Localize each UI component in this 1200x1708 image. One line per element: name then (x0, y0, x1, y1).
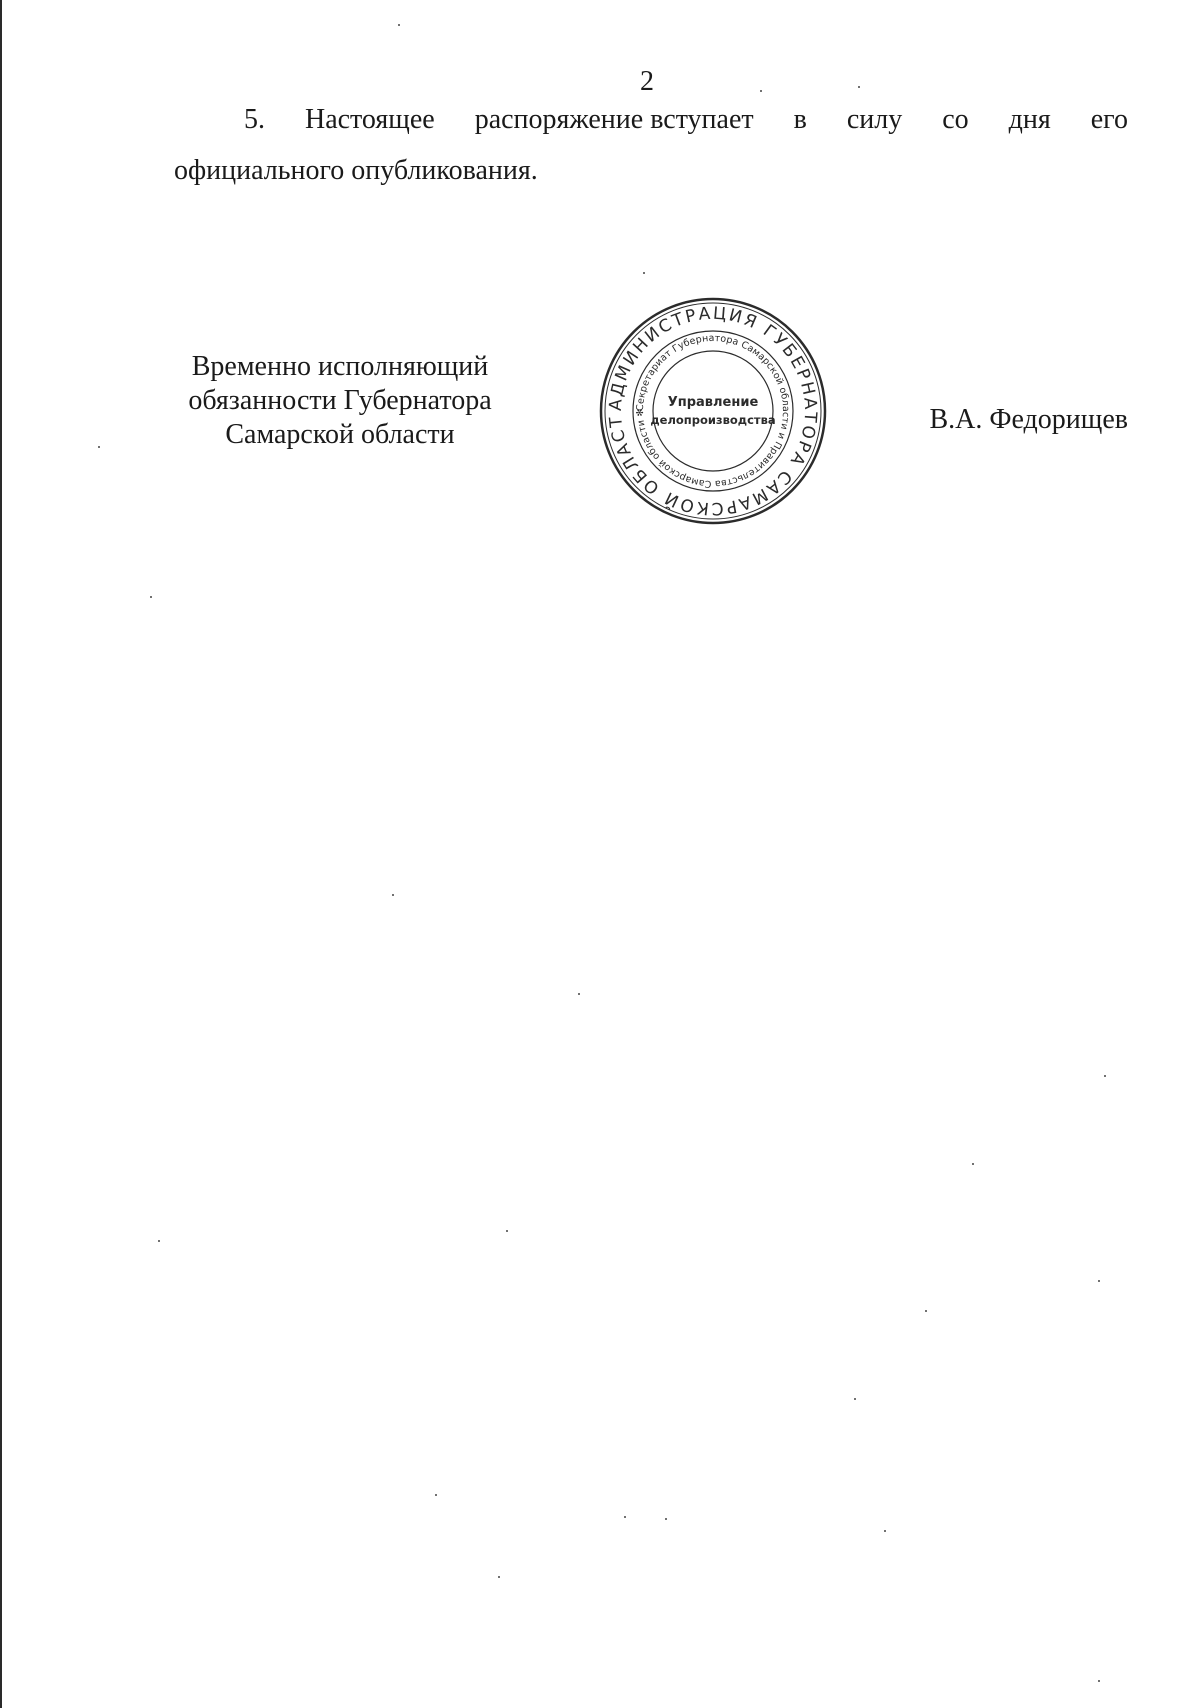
svg-text:Секретариат Губернатора Самарс (635, 333, 791, 489)
seal-center-line: Управление (667, 395, 759, 410)
scan-speck (972, 1163, 974, 1165)
seal-inner-text: Секретариат Губернатора Самарской области и Правительства Самарской области ✻ (634, 332, 792, 490)
seal-outer-text: АДМИНИСТРАЦИЯ ГУБЕРНАТОРА САМАРСКОЙ ОБЛАСТ (605, 303, 821, 519)
paragraph-word: силу (846, 104, 903, 135)
paragraph-word: его (1090, 104, 1128, 135)
scan-speck (506, 1230, 508, 1232)
seal-graphic (598, 296, 828, 526)
paragraph-word: Настоящее (304, 104, 435, 135)
scan-speck (1098, 1680, 1100, 1682)
scan-speck (498, 1576, 500, 1578)
scan-speck (858, 86, 860, 88)
scan-speck (398, 24, 400, 26)
scan-speck (643, 272, 645, 274)
paragraph-word: дня (1008, 104, 1051, 135)
signer-title-line: Самарской области (225, 419, 455, 450)
paragraph-word: в (793, 104, 807, 135)
scan-speck (158, 1240, 160, 1242)
scan-speck (98, 446, 100, 448)
scan-speck (578, 993, 580, 995)
scan-speck (392, 894, 394, 896)
scan-speck (665, 1518, 667, 1520)
scan-speck (435, 1494, 437, 1496)
signer-title (160, 350, 520, 452)
scan-speck (925, 1310, 927, 1312)
signer-name: В.А. Федорищев (929, 404, 1128, 435)
seal-center-line: делопроизводства (650, 413, 776, 427)
scan-left-edge (0, 0, 2, 1708)
scan-speck (624, 1516, 626, 1518)
page-number: 2 (640, 66, 654, 97)
paragraph-line-2: официального опубликования. (174, 155, 538, 186)
scan-speck (884, 1530, 886, 1532)
scan-speck (760, 90, 762, 92)
scan-speck (1098, 1280, 1100, 1282)
paragraph-line-1 (244, 106, 1128, 134)
paragraph-word: распоряжение вступает (474, 104, 754, 135)
signer-title-line: обязанности Губернатора (188, 385, 492, 416)
scan-speck (854, 1398, 856, 1400)
scan-speck (1104, 1075, 1106, 1077)
signer-title-line: Временно исполняющий (191, 351, 489, 382)
paragraph-word: 5. (244, 104, 265, 135)
paragraph-word: со (942, 104, 969, 135)
official-seal (598, 296, 828, 526)
scan-speck (150, 596, 152, 598)
